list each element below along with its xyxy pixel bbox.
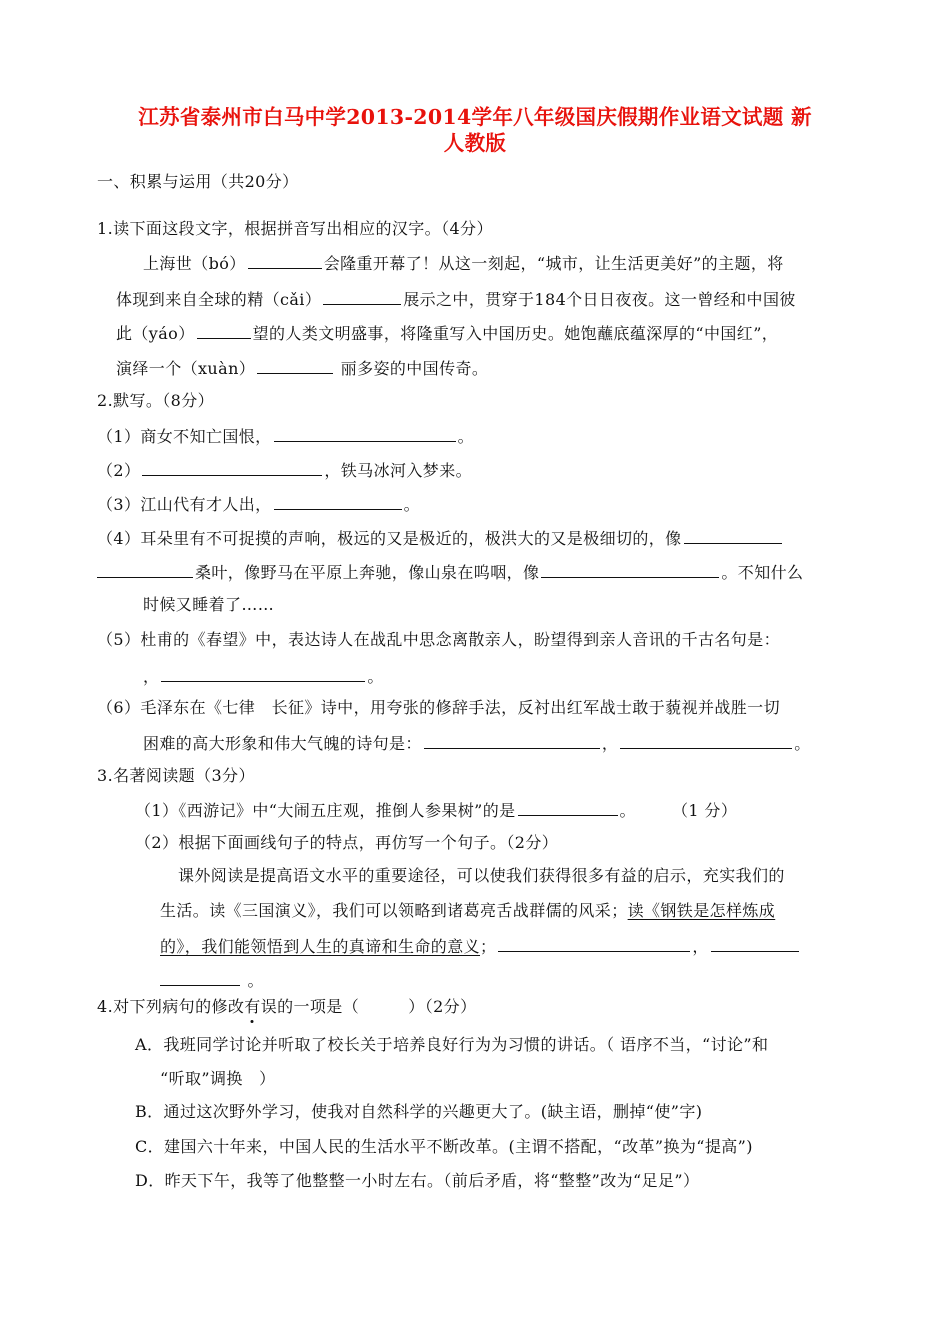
q2-item-6-answer bbox=[143, 732, 811, 754]
q1-text: 演绎一个（xuàn） bbox=[116, 359, 256, 378]
question-3-heading: 3.名著阅读题（3分） bbox=[97, 766, 255, 785]
q2-text: 。 bbox=[403, 495, 420, 514]
q2-item-5-answer bbox=[143, 665, 384, 687]
q3-text: 。 bbox=[242, 971, 264, 990]
answer-blank[interactable] bbox=[142, 459, 322, 476]
question-1-heading: 1.读下面这段文字，根据拼音写出相应的汉字。（4分） bbox=[97, 219, 493, 238]
answer-blank[interactable] bbox=[274, 425, 456, 442]
question-2-heading: 2.默写。（8分） bbox=[97, 391, 215, 410]
q4-text: 误的一项是（ ）（2分） bbox=[260, 997, 477, 1016]
answer-blank[interactable] bbox=[274, 493, 402, 510]
answer-blank[interactable] bbox=[711, 935, 799, 952]
q2-text: （1）商女不知亡国恨， bbox=[97, 427, 272, 446]
answer-blank[interactable] bbox=[424, 732, 600, 749]
q3-text: 。 bbox=[619, 801, 636, 820]
q2-text: （4）耳朵里有不可捉摸的声响，极远的又是极近的，极洪大的又是极细切的，像 bbox=[97, 529, 682, 548]
q3-text: ； bbox=[480, 937, 497, 956]
document-title-line-1: 江苏省泰州市白马中学2013-2014学年八年级国庆假期作业语文试题 新 bbox=[138, 105, 812, 129]
q2-item-4-cont bbox=[97, 561, 803, 583]
q1-text: 上海世（bó） bbox=[143, 254, 246, 273]
underlined-sentence: 的》，我们能领悟到人生的真谛和生命的意义 bbox=[160, 937, 481, 956]
q2-text: 困难的高大形象和伟大气魄的诗句是： bbox=[143, 734, 422, 753]
q2-text: ， bbox=[143, 667, 160, 686]
emphasis-character: 有 bbox=[244, 997, 261, 1016]
q1-text: 体现到来自全球的精（cǎi） bbox=[116, 290, 322, 309]
q2-text: （3）江山代有才人出， bbox=[97, 495, 272, 514]
answer-blank[interactable] bbox=[197, 322, 251, 339]
answer-blank[interactable] bbox=[161, 665, 365, 682]
q1-line-1 bbox=[143, 252, 784, 274]
q2-text: 。 bbox=[794, 734, 811, 753]
q2-text: 。不知什么 bbox=[721, 563, 804, 582]
option-c: C．建国六十年来，中国人民的生活水平不断改革。(主谓不搭配，“改革”换为“提高”) bbox=[135, 1137, 753, 1156]
answer-blank[interactable] bbox=[620, 732, 792, 749]
q3-reading-line-4 bbox=[160, 969, 264, 991]
underlined-sentence: 读《钢铁是怎样炼成 bbox=[627, 901, 776, 920]
q2-text: ， bbox=[601, 734, 619, 753]
answer-blank[interactable] bbox=[498, 935, 690, 952]
q3-text: 生活。读《三国演义》，我们可以领略到诸葛亮舌战群儒的风采； bbox=[160, 901, 628, 920]
q2-item-1 bbox=[97, 425, 474, 447]
q2-item-2 bbox=[97, 459, 472, 481]
q2-text: 桑叶，像野马在平原上奔驰，像山泉在呜咽，像 bbox=[195, 563, 540, 582]
q4-text: 4.对下列病句的修改 bbox=[97, 997, 245, 1016]
answer-blank[interactable] bbox=[518, 799, 618, 816]
q2-text: 。 bbox=[457, 427, 474, 446]
q2-item-3 bbox=[97, 493, 420, 515]
q2-item-4-end: 时候又睡着了…… bbox=[143, 595, 275, 614]
q3-text: （1）《西游记》中“大闹五庄观，推倒人参果树”的是 bbox=[135, 801, 516, 820]
q1-text: 此（yáo） bbox=[116, 324, 195, 343]
q3-text: ， bbox=[692, 937, 709, 956]
q1-text: 会隆重开幕了！从这一刻起，“城市，让生活更美好”的主题，将 bbox=[323, 254, 784, 273]
q2-item-6: （6）毛泽东在《七律 长征》诗中，用夸张的修辞手法，反衬出红军战士敢于藐视并战胜一切 bbox=[97, 698, 780, 717]
section-heading: 一、积累与运用（共20分） bbox=[97, 172, 299, 191]
q2-text: ，铁马冰河入梦来。 bbox=[324, 461, 472, 480]
q2-item-5: （5）杜甫的《春望》中，表达诗人在战乱中思念离散亲人，盼望得到亲人音讯的千古名句是： bbox=[97, 630, 780, 649]
answer-blank[interactable] bbox=[323, 288, 401, 305]
q2-text: （2） bbox=[97, 461, 141, 480]
answer-blank[interactable] bbox=[248, 252, 322, 269]
q3-points: （1 分） bbox=[671, 801, 738, 820]
q2-item-4 bbox=[97, 527, 784, 549]
q1-line-3 bbox=[116, 322, 778, 344]
q1-text: 望的人类文明盛事，将隆重写入中国历史。她饱蘸底蕴深厚的“中国红”， bbox=[252, 324, 779, 343]
option-a-cont: “听取”调换 ） bbox=[160, 1069, 276, 1088]
option-b: B．通过这次野外学习，使我对自然科学的兴趣更大了。(缺主语，删掉“使”字) bbox=[135, 1102, 703, 1121]
answer-blank[interactable] bbox=[684, 527, 782, 544]
q3-part-2: （2）根据下面画线句子的特点，再仿写一个句子。（2分） bbox=[135, 833, 559, 852]
q1-text: 丽多姿的中国传奇。 bbox=[335, 359, 489, 378]
option-d: D．昨天下午，我等了他整整一小时左右。（前后矛盾，将“整整”改为“足足”） bbox=[135, 1171, 700, 1190]
document-title-line-2: 人教版 bbox=[443, 131, 507, 155]
q3-reading-line-2 bbox=[160, 901, 775, 921]
q3-reading-line-3 bbox=[160, 935, 801, 957]
q3-reading-line-1: 课外阅读是提高语文水平的重要途径，可以使我们获得很多有益的启示，充实我们的 bbox=[178, 866, 785, 885]
q3-part-1 bbox=[135, 799, 737, 821]
answer-blank[interactable] bbox=[97, 561, 193, 578]
question-4-heading bbox=[97, 997, 476, 1017]
answer-blank[interactable] bbox=[257, 357, 333, 374]
q1-text: 展示之中，贯穿于184个日日夜夜。这一曾经和中国彼 bbox=[403, 290, 796, 309]
q1-line-4 bbox=[116, 357, 488, 379]
answer-blank[interactable] bbox=[160, 969, 240, 986]
q2-text: 。 bbox=[367, 667, 384, 686]
answer-blank[interactable] bbox=[541, 561, 719, 578]
q1-line-2 bbox=[116, 288, 796, 310]
option-a: A．我班同学讨论并听取了校长关于培养良好行为为习惯的讲话。（ 语序不当，“讨论”和 bbox=[135, 1035, 769, 1054]
